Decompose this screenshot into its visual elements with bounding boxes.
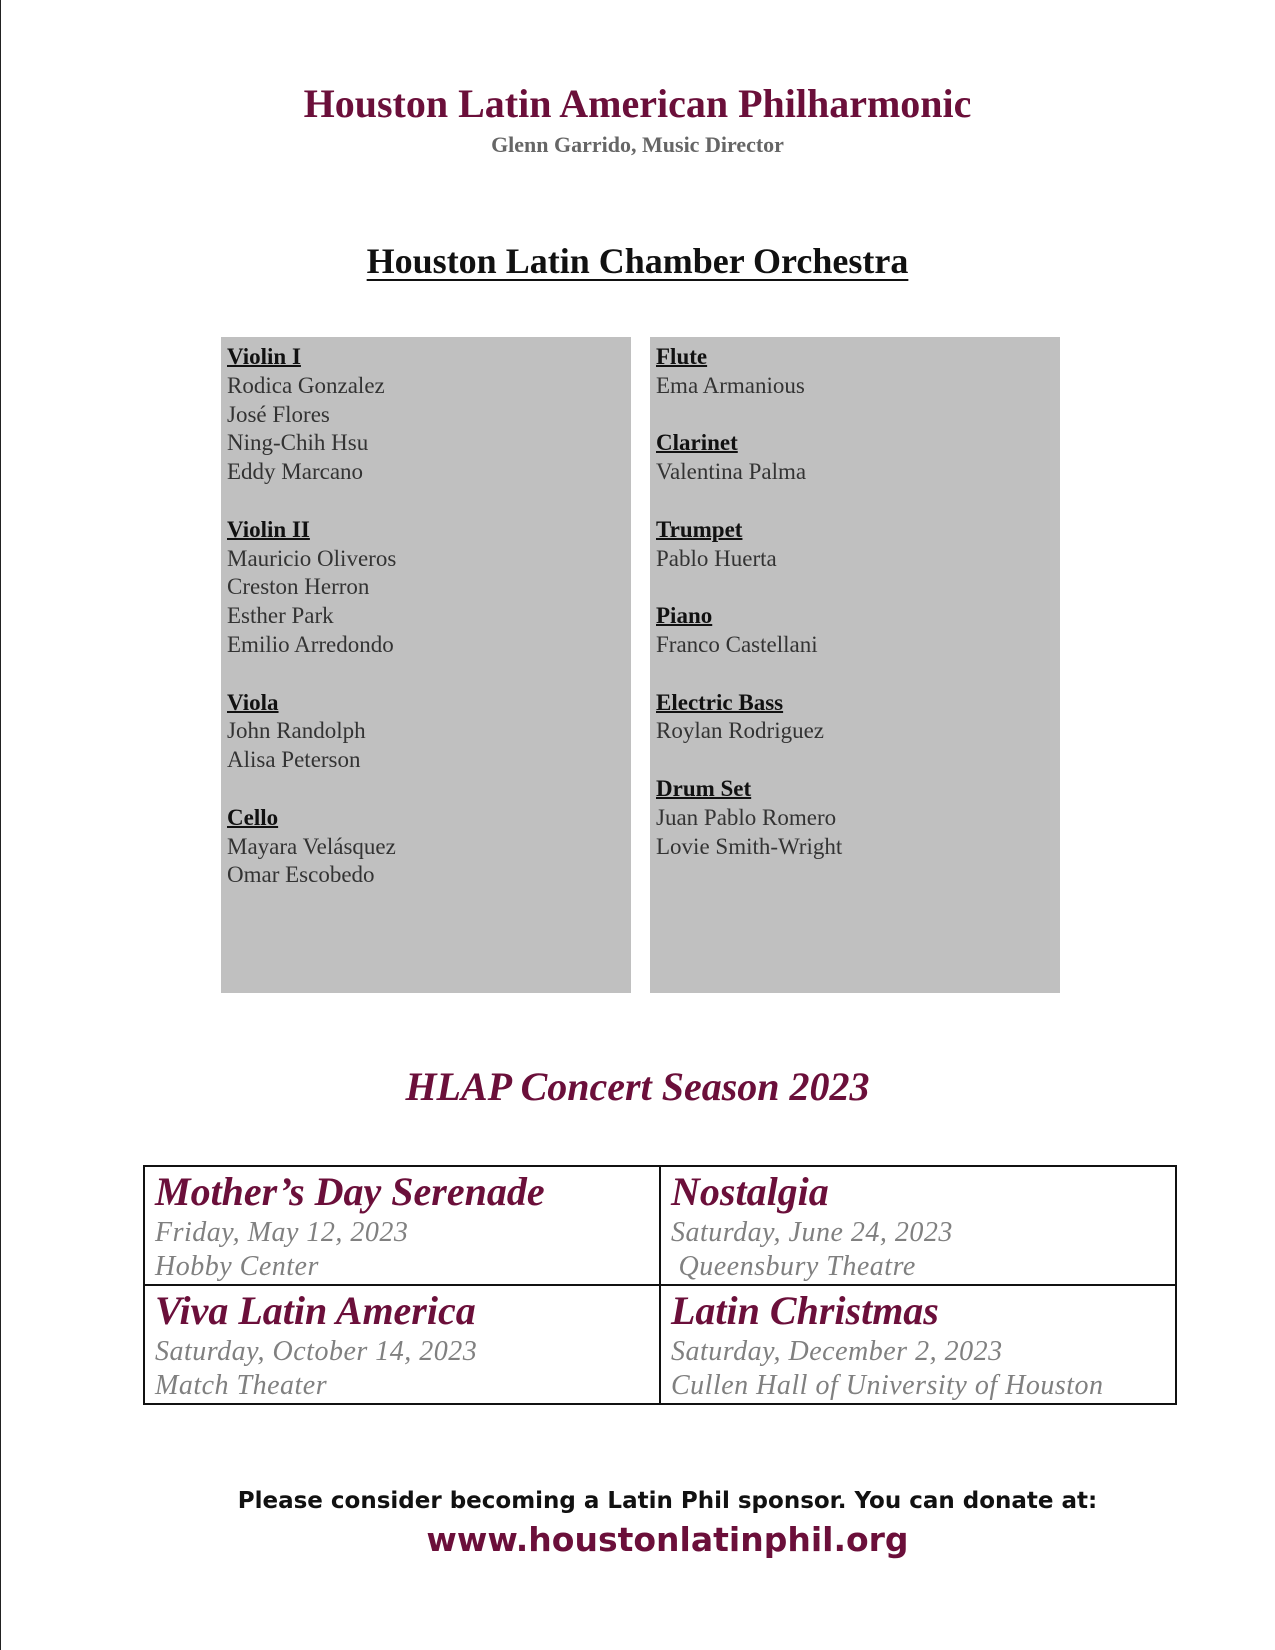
roster-section: [227, 689, 625, 775]
member-name: Omar Escobedo: [227, 862, 375, 888]
member-name: Valentina Palma: [656, 459, 807, 485]
section-heading: Flute: [656, 344, 708, 369]
event-name: Viva Latin America: [155, 1288, 476, 1333]
section-heading: Piano: [656, 603, 713, 629]
section-heading: Electric Bass: [656, 689, 784, 715]
roster-section: [227, 516, 625, 660]
member-name: Roylan Rodriguez: [656, 718, 824, 744]
roster-section: [656, 689, 1054, 747]
roster-section: [227, 804, 625, 890]
member-name: Juan Pablo Romero: [656, 804, 837, 830]
member-name: Lovie Smith-Wright: [656, 833, 843, 859]
table-row: [144, 1285, 1176, 1404]
roster-section: [656, 775, 1054, 861]
member-name: Ema Armanious: [656, 372, 805, 398]
roster-section: [656, 429, 1054, 487]
roster-section: [227, 343, 625, 487]
member-name: Ning-Chih Hsu: [227, 430, 369, 456]
member-name: John Randolph: [227, 718, 366, 744]
event-venue: Hobby Center: [155, 1251, 319, 1282]
event-cell: [144, 1166, 660, 1285]
roster-section: [656, 516, 1054, 574]
member-name: Mayara Velásquez: [227, 833, 396, 859]
event-name: Mother’s Day Serenade: [155, 1169, 545, 1214]
event-name: Nostalgia: [671, 1169, 829, 1214]
member-name: Alisa Peterson: [227, 747, 361, 773]
member-name: Pablo Huerta: [656, 545, 777, 571]
section-heading: Viola: [227, 689, 279, 715]
season-title: HLAP Concert Season 2023: [405, 1064, 870, 1109]
roster-right-panel: [650, 337, 1060, 993]
roster-left-panel: [221, 337, 631, 993]
event-cell: [144, 1285, 660, 1404]
event-date: Saturday, June 24, 2023: [671, 1217, 953, 1248]
event-name: Latin Christmas: [671, 1288, 939, 1333]
member-name: Mauricio Oliveros: [227, 545, 397, 571]
table-row: [144, 1166, 1176, 1285]
sponsor-message: Please consider becoming a Latin Phil sponsor. You can donate at:: [237, 1488, 1098, 1514]
event-venue: Queensbury Theatre: [671, 1251, 916, 1282]
event-venue: Cullen Hall of University of Houston: [671, 1370, 1104, 1401]
music-director: Glenn Garrido, Music Director: [491, 132, 784, 157]
ensemble-title-text: Houston Latin Chamber Orchestra: [366, 241, 909, 281]
event-date: Saturday, October 14, 2023: [155, 1336, 478, 1367]
event-date: Saturday, December 2, 2023: [671, 1336, 1003, 1367]
orchestra-title: Houston Latin American Philharmonic: [303, 81, 972, 126]
section-heading: Violin II: [227, 516, 310, 542]
event-date: Friday, May 12, 2023: [155, 1217, 409, 1248]
section-heading: Clarinet: [656, 430, 738, 456]
section-heading: Trumpet: [656, 516, 743, 542]
member-name: Rodica Gonzalez: [227, 372, 385, 398]
concert-schedule-table: [143, 1165, 1177, 1405]
member-name: Eddy Marcano: [227, 459, 364, 485]
member-name: Esther Park: [227, 603, 334, 629]
roster-section: [656, 602, 1054, 660]
ensemble-title: [0, 240, 1275, 282]
section-heading: Drum Set: [656, 775, 752, 801]
event-cell: [660, 1166, 1176, 1285]
website-link[interactable]: www.houstonlatinphil.org: [426, 1520, 909, 1559]
member-name: Franco Castellani: [656, 631, 818, 657]
event-venue: Match Theater: [155, 1370, 328, 1401]
member-name: Emilio Arredondo: [227, 631, 394, 657]
member-name: José Flores: [227, 401, 330, 427]
member-name: Creston Herron: [227, 574, 370, 600]
event-cell: [660, 1285, 1176, 1404]
roster-section: [656, 343, 1054, 401]
section-heading: Cello: [227, 804, 279, 830]
section-heading: Violin I: [227, 344, 301, 369]
